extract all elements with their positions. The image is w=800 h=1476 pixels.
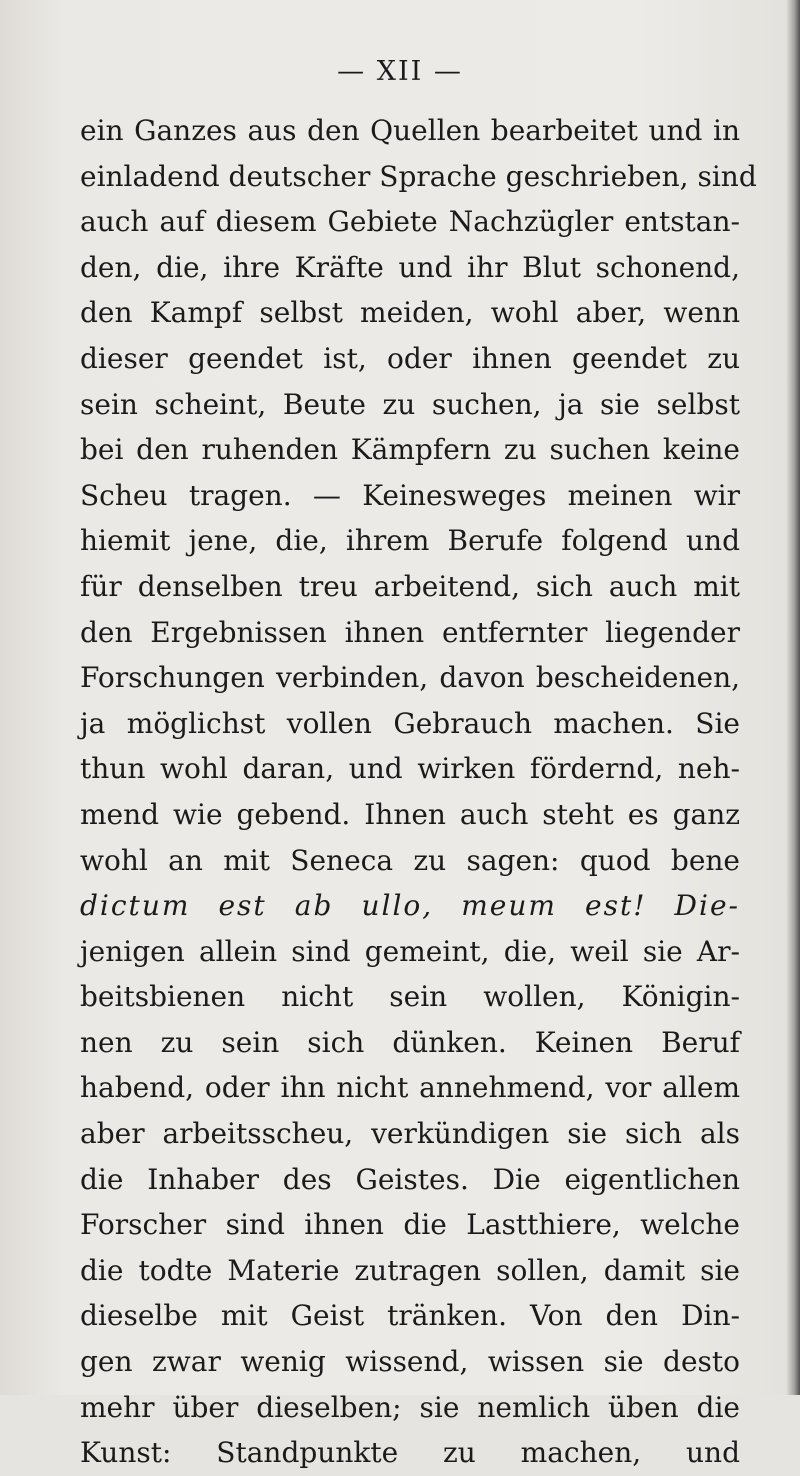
text-line: hiemit jene, die, ihrem Berufe folgend und [80, 524, 740, 558]
text-line: dieser geendet ist, oder ihnen geendet zu [80, 341, 740, 375]
text-line-latin-quote: dictum est ab ullo, meum est! Die- [80, 889, 740, 923]
text-line: Forschungen verbinden, davon bescheidenen, [80, 661, 740, 695]
page-edge-shadow [786, 0, 800, 1395]
text-line: thun wohl daran, und wirken fördernd, neh- [80, 752, 740, 786]
text-line: die Inhaber des Geistes. Die eigentlichen [80, 1162, 740, 1196]
text-line: jenigen allein sind gemeint, die, weil sie Ar- [80, 934, 740, 968]
text-line: mend wie gebend. Ihnen auch steht es ganz [80, 797, 740, 831]
text-line: Forscher sind ihnen die Lastthiere, welche [80, 1208, 740, 1242]
text-line: aber arbeitsscheu, verkündigen sie sich als [80, 1117, 740, 1151]
text-line: gen zwar wenig wissend, wissen sie desto [80, 1345, 740, 1379]
text-line: die todte Materie zutragen sollen, damit sie [80, 1253, 740, 1287]
text-line: sein scheint, Beute zu suchen, ja sie selbst [80, 387, 740, 421]
text-line: ein Ganzes aus den Quellen bearbeitet und in [80, 114, 740, 147]
text-line: einladend deutscher Sprache geschrieben, sind [80, 159, 757, 193]
text-line: habend, oder ihn nicht annehmend, vor allem [80, 1071, 740, 1105]
text-line: mehr über dieselben; sie nemlich üben die [80, 1390, 740, 1424]
text-line: ja möglichst vollen Gebrauch machen. Sie [80, 706, 740, 740]
text-line: den Kampf selbst meiden, wohl aber, wenn [80, 296, 740, 330]
text-line: bei den ruhenden Kämpfern zu suchen keine [80, 433, 740, 467]
text-line: für denselben treu arbeitend, sich auch mit [80, 569, 740, 603]
body-text [80, 108, 757, 1476]
text-line: Scheu tragen. — Keinesweges meinen wir [80, 478, 740, 512]
text-line: dieselbe mit Geist tränken. Von den Din- [80, 1299, 740, 1333]
page-number-header: — XII — [337, 56, 463, 87]
text-line: beitsbienen nicht sein wollen, Königin- [80, 980, 740, 1014]
text-line: den, die, ihre Kräfte und ihr Blut schonend, [80, 250, 740, 284]
text-line: nen zu sein sich dünken. Keinen Beruf [80, 1025, 740, 1059]
text-line: den Ergebnissen ihnen entfernter liegender [80, 615, 740, 649]
text-line: Kunst: Standpunkte zu machen, und [80, 1436, 740, 1470]
text-line: wohl an mit Seneca zu sagen: quod bene [80, 843, 740, 877]
text-line: auch auf diesem Gebiete Nachzügler entstan- [80, 205, 740, 239]
